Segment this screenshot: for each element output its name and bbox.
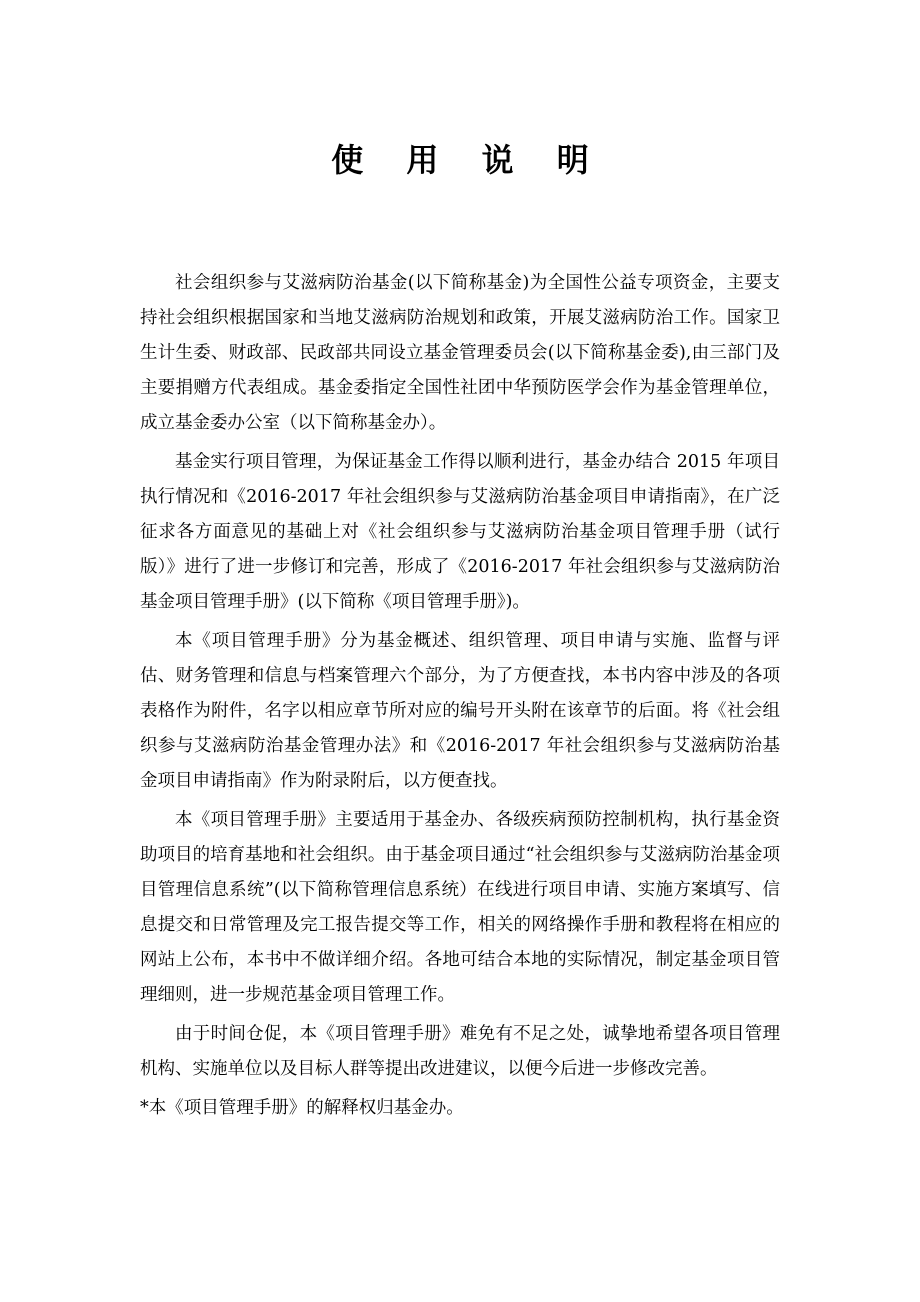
paragraph-scope: 本《项目管理手册》主要适用于基金办、各级疾病预防控制机构，执行基金资助项目的培育基地和社会组织。由于基金项目通过“社会组织参与艾滋病防治基金项目管理信息系统”(以下简称管理信息系统）在线进行项目申请、实施方案填写、信息提交和日常管理及完工报告提交等工作，相关的网络操作手册和教程将在相应的网站上公布，本书中不做详细介绍。各地可结合本地的实际情况，制定基金项目管理细则，进一步规范基金项目管理工作。 bbox=[140, 810, 780, 1005]
paragraph-manual-structure: 本《项目管理手册》分为基金概述、组织管理、项目申请与实施、监督与评估、财务管理和信息与档案管理六个部分，为了方便查找，本书内容中涉及的各项表格作为附件，名字以相应章节所对应的编号开头附在该章节的后面。将《社会组织参与艾滋病防治基金管理办法》和《2016-2017 年社会组织参与艾滋病防治基金项目申请指南》作为附录附后，以方便查找。 bbox=[140, 631, 780, 791]
paragraph-feedback: 由于时间仓促，本《项目管理手册》难免有不足之处，诚挚地希望各项目管理机构、实施单位以及目标人群等提出改进建议，以便今后进一步修改完善。 bbox=[140, 1024, 780, 1079]
document-body bbox=[140, 266, 780, 1130]
paragraph-project-management: 基金实行项目管理，为保证基金工作得以顺利进行，基金办结合 2015 年项目执行情况和《2016-2017 年社会组织参与艾滋病防治基金项目申请指南》，在广泛征求各方面意见的基础上对《社会组织参与艾滋病防治基金项目管理手册（试行版）》进行了进一步修订和完善，形成了《2016-2017 年社会组织参与艾滋病防治基金项目管理手册》(以下简称《项目管理手册》)。 bbox=[140, 452, 780, 612]
page-title: 使 用 说 明 bbox=[331, 141, 605, 179]
paragraph-fund-overview: 社会组织参与艾滋病防治基金(以下简称基金)为全国性公益专项资金，主要支持社会组织根据国家和当地艾滋病防治规划和政策，开展艾滋病防治工作。国家卫生计生委、财政部、民政部共同设立基金管理委员会(以下简称基金委),由三部门及主要捐赠方代表组成。基金委指定全国性社团中华预防医学会作为基金管理单位，成立基金委办公室（以下简称基金办）。 bbox=[140, 273, 780, 433]
interpretation-note: *本《项目管理手册》的解释权归基金办。 bbox=[140, 1098, 464, 1118]
